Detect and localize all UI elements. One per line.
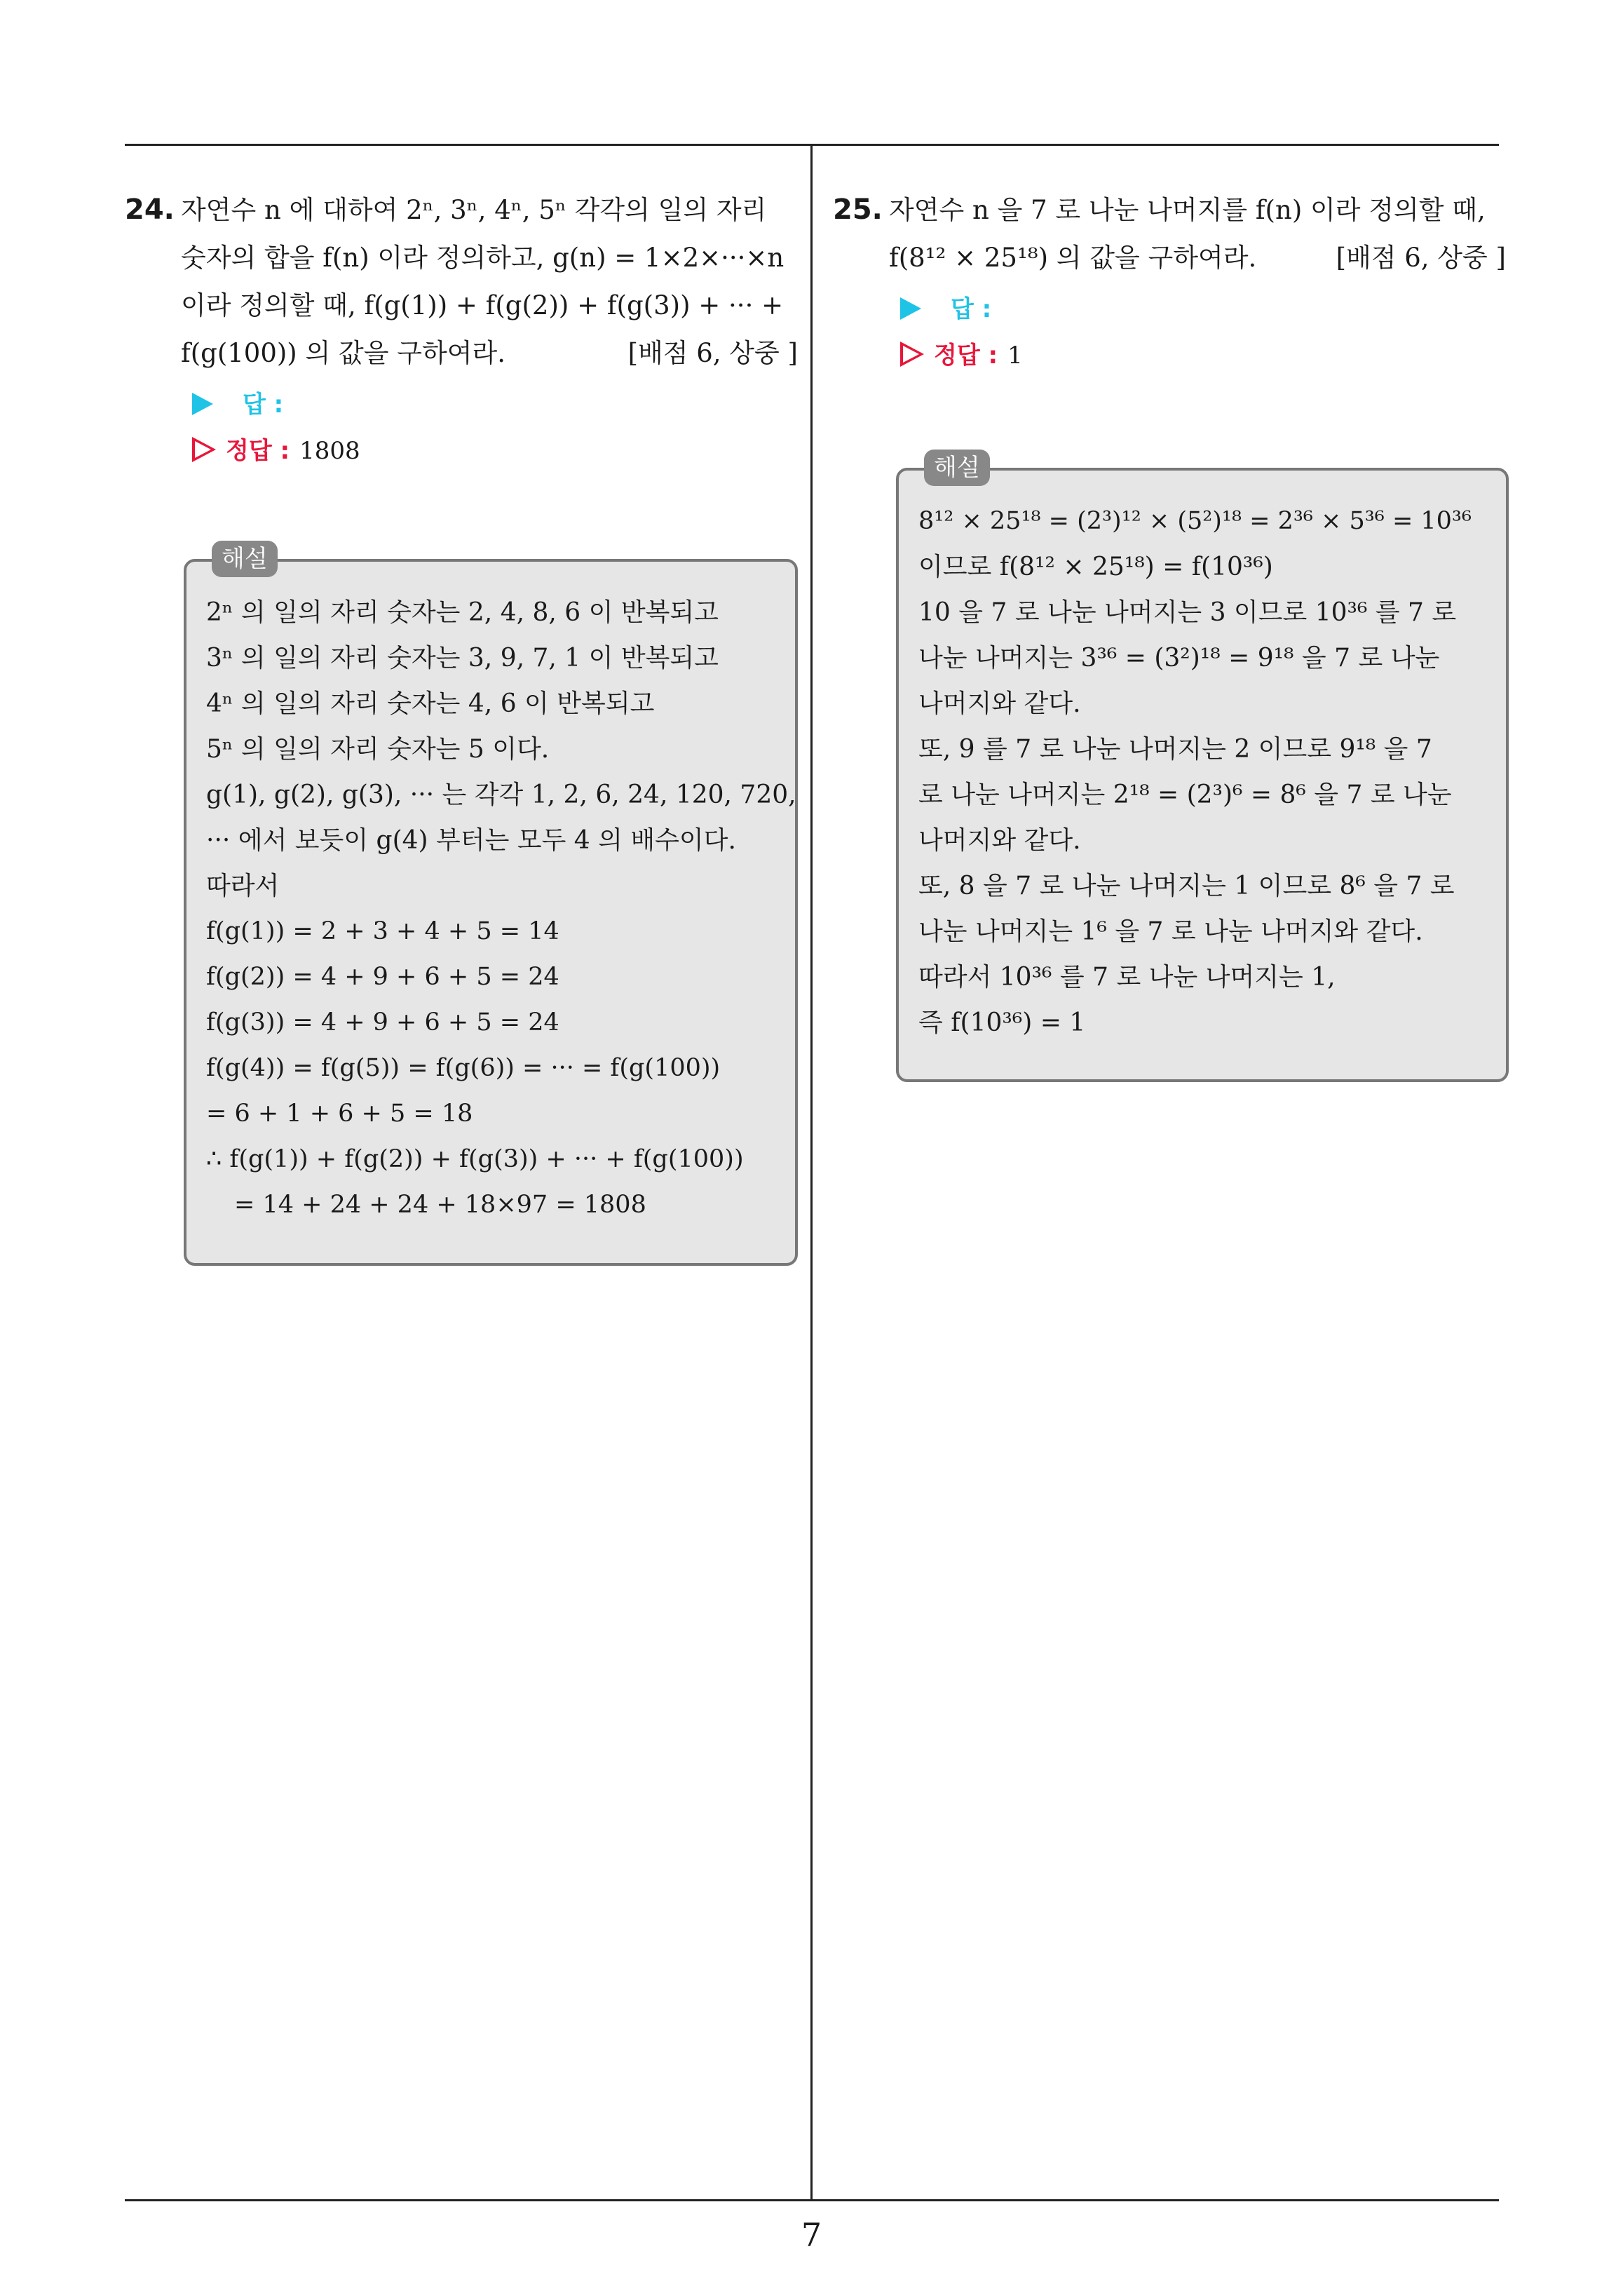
question-line: 이라 정의할 때, f(g(1)) + f(g(2)) + f(g(3)) + ··· + xyxy=(181,290,784,320)
solution-line: 나머지와 같다. xyxy=(918,826,1081,855)
outline-triangle-icon xyxy=(900,342,924,367)
solution-box-24 xyxy=(184,545,798,1266)
score-label: [배점 6, 상중 ] xyxy=(627,338,798,368)
solution-box-25 xyxy=(896,454,1509,1082)
solution-line: 따라서 10³⁶ 를 7 로 나눈 나머지는 1, xyxy=(918,963,1336,992)
solution-line: 나머지와 같다. xyxy=(918,689,1081,718)
solution-line: f(g(4)) = f(g(5)) = f(g(6)) = ··· = f(g(100)) xyxy=(206,1054,721,1082)
answer-row xyxy=(833,286,1506,332)
solution-line: 2ⁿ 의 일의 자리 숫자는 2, 4, 8, 6 이 반복되고 xyxy=(206,598,719,627)
question-line: 숫자의 합을 f(n) 이라 정의하고, g(n) = 1×2×···×n xyxy=(181,243,785,273)
solution-line: 3ⁿ 의 일의 자리 숫자는 3, 9, 7, 1 이 반복되고 xyxy=(206,644,719,673)
solution-tag: 해설 xyxy=(924,450,990,486)
solution-body xyxy=(899,471,1506,1064)
solution-line: = 6 + 1 + 6 + 5 = 18 xyxy=(206,1100,473,1128)
question-24 xyxy=(125,186,798,474)
correct-answer-value: 1808 xyxy=(299,437,360,465)
question-line: 자연수 n 을 7 로 나눈 나머지를 f(n) 이라 정의할 때, xyxy=(889,195,1486,225)
solution-line: ··· 에서 보듯이 g(4) 부터는 모두 4 의 배수이다. xyxy=(206,826,736,855)
solution-line: ∴ f(g(1)) + f(g(2)) + f(g(3)) + ··· + f(g(100)) xyxy=(206,1145,744,1173)
solution-line: = 14 + 24 + 24 + 18×97 = 1808 xyxy=(234,1191,646,1219)
question-number: 24. xyxy=(125,194,175,226)
solution-line: 4ⁿ 의 일의 자리 숫자는 4, 6 이 반복되고 xyxy=(206,689,655,718)
solution-line: 10 을 7 로 나눈 나머지는 3 이므로 10³⁶ 를 7 로 xyxy=(918,598,1457,627)
question-number: 25. xyxy=(833,194,883,226)
question-line: f(g(100)) 의 값을 구하여라. xyxy=(181,338,505,368)
solution-tag: 해설 xyxy=(212,541,278,577)
play-triangle-icon xyxy=(900,297,921,320)
solution-body xyxy=(186,562,795,1246)
solution-line: f(g(3)) = 4 + 9 + 6 + 5 = 24 xyxy=(206,1008,559,1036)
answer-label: 답 : xyxy=(951,295,992,323)
question-line: 자연수 n 에 대하여 2ⁿ, 3ⁿ, 4ⁿ, 5ⁿ 각각의 일의 자리 xyxy=(181,195,767,225)
play-triangle-icon xyxy=(192,393,213,415)
correct-label: 정답 : xyxy=(934,342,998,370)
question-25-text xyxy=(833,186,1506,282)
answer-label: 답 : xyxy=(243,391,284,419)
correct-label: 정답 : xyxy=(226,437,290,465)
solution-line: 따라서 xyxy=(206,872,280,900)
correct-answer-row xyxy=(125,428,798,474)
solution-line: 로 나눈 나머지는 2¹⁸ = (2³)⁶ = 8⁶ 을 7 로 나눈 xyxy=(918,781,1452,809)
solution-line: f(g(2)) = 4 + 9 + 6 + 5 = 24 xyxy=(206,963,559,991)
solution-line: 5ⁿ 의 일의 자리 숫자는 5 이다. xyxy=(206,735,550,764)
answer-row xyxy=(125,381,798,428)
bottom-rule xyxy=(125,2199,1499,2201)
question-line: f(8¹² × 25¹⁸) 의 값을 구하여라. xyxy=(889,243,1257,273)
solution-line: g(1), g(2), g(3), ··· 는 각각 1, 2, 6, 24, 120, 720, xyxy=(206,781,796,809)
page-number: 7 xyxy=(801,2216,822,2254)
solution-line: 이므로 f(8¹² × 25¹⁸) = f(10³⁶) xyxy=(918,553,1273,581)
solution-line: 나눈 나머지는 3³⁶ = (3²)¹⁸ = 9¹⁸ 을 7 로 나눈 xyxy=(918,644,1440,673)
question-25 xyxy=(833,186,1506,379)
solution-line: 또, 8 을 7 로 나눈 나머지는 1 이므로 8⁶ 을 7 로 xyxy=(918,872,1455,900)
score-label: [배점 6, 상중 ] xyxy=(1336,243,1506,273)
solution-line: 나눈 나머지는 1⁶ 을 7 로 나눈 나머지와 같다. xyxy=(918,917,1423,946)
outline-triangle-icon xyxy=(192,437,216,462)
correct-answer-value: 1 xyxy=(1007,342,1023,370)
column-divider xyxy=(810,144,813,2201)
solution-line: 또, 9 를 7 로 나눈 나머지는 2 이므로 9¹⁸ 을 7 xyxy=(918,735,1432,764)
question-24-text xyxy=(125,186,798,377)
solution-line: f(g(1)) = 2 + 3 + 4 + 5 = 14 xyxy=(206,917,559,945)
correct-answer-row xyxy=(833,332,1506,379)
solution-line: 즉 f(10³⁶) = 1 xyxy=(918,1008,1086,1037)
solution-line: 8¹² × 25¹⁸ = (2³)¹² × (5²)¹⁸ = 2³⁶ × 5³⁶ = 10³⁶ xyxy=(918,507,1472,535)
